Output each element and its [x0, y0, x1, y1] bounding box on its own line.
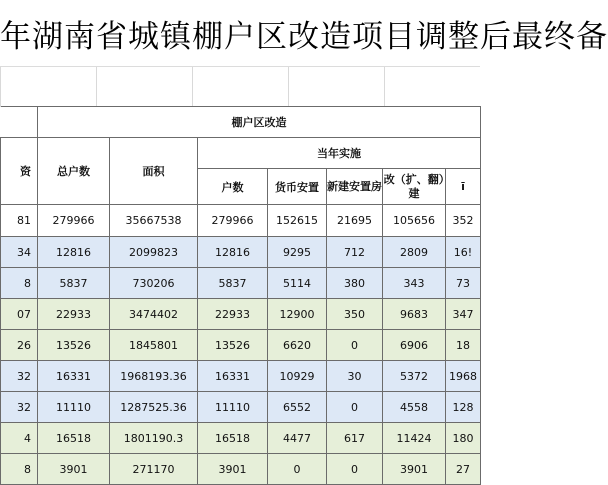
table-cell: 30	[327, 361, 383, 392]
table-cell: 8	[1, 454, 38, 485]
table-cell: 5837	[198, 268, 268, 299]
table-cell: 32	[1, 392, 38, 423]
table-cell: 16331	[38, 361, 110, 392]
table-cell: 26	[1, 330, 38, 361]
table-cell: 6620	[268, 330, 327, 361]
table-cell: 350	[327, 299, 383, 330]
table-cell: 712	[327, 237, 383, 268]
table-cell: 3474402	[110, 299, 198, 330]
group-header: 棚户区改造	[38, 107, 481, 138]
table-cell: 180	[446, 423, 481, 454]
subgroup-header: 当年实施	[198, 138, 481, 169]
table-cell: 22933	[38, 299, 110, 330]
table-cell: 5837	[38, 268, 110, 299]
table-cell: 3901	[383, 454, 446, 485]
table-cell: 4558	[383, 392, 446, 423]
table-cell: 32	[1, 361, 38, 392]
table-cell: 07	[1, 299, 38, 330]
spreadsheet-gridlines	[0, 66, 480, 107]
table-cell: 152615	[268, 205, 327, 237]
col-header-area: 面积	[110, 138, 198, 205]
table-cell: 73	[446, 268, 481, 299]
col-header-cut: ī	[446, 169, 481, 205]
table-cell: 6552	[268, 392, 327, 423]
col-header-renovation: 改（扩、翻）建	[383, 169, 446, 205]
table-cell: 1968	[446, 361, 481, 392]
table-cell: 279966	[38, 205, 110, 237]
table-cell: 2809	[383, 237, 446, 268]
table-cell: 11110	[38, 392, 110, 423]
data-table	[0, 106, 481, 485]
table-cell: 0	[327, 330, 383, 361]
table-cell: 16331	[198, 361, 268, 392]
table-cell: 2099823	[110, 237, 198, 268]
table-cell: 21695	[327, 205, 383, 237]
table-cell: 5372	[383, 361, 446, 392]
table-cell: 8	[1, 268, 38, 299]
table-cell: 16518	[198, 423, 268, 454]
table-cell: 105656	[383, 205, 446, 237]
table-cell: 6906	[383, 330, 446, 361]
table-row	[1, 330, 481, 361]
document-title: 年湖南省城镇棚户区改造项目调整后最终备	[0, 18, 608, 55]
table-row	[1, 423, 481, 454]
col-header-total-households: 总户数	[38, 138, 110, 205]
table-cell: 347	[446, 299, 481, 330]
table-cell: 34	[1, 237, 38, 268]
table-cell: 128	[446, 392, 481, 423]
table-cell: 3901	[38, 454, 110, 485]
table-cell: 1968193.36	[110, 361, 198, 392]
table-cell: 13526	[38, 330, 110, 361]
table-cell: 9295	[268, 237, 327, 268]
table-cell: 1845801	[110, 330, 198, 361]
table-cell: 617	[327, 423, 383, 454]
table-cell: 81	[1, 205, 38, 237]
table-cell: 27	[446, 454, 481, 485]
table-row	[1, 237, 481, 268]
table-cell: 0	[327, 454, 383, 485]
table-row	[1, 454, 481, 485]
table-cell: 22933	[198, 299, 268, 330]
table-cell: 11110	[198, 392, 268, 423]
table-cell: 343	[383, 268, 446, 299]
table-cell: 16!	[446, 237, 481, 268]
table-row	[1, 205, 481, 237]
table-cell: 12816	[198, 237, 268, 268]
table-cell: 271170	[110, 454, 198, 485]
table-cell: 0	[268, 454, 327, 485]
table-cell: 9683	[383, 299, 446, 330]
table-row	[1, 299, 481, 330]
table-cell: 35667538	[110, 205, 198, 237]
table-row	[1, 268, 481, 299]
table-cell: 16518	[38, 423, 110, 454]
table-cell: 1287525.36	[110, 392, 198, 423]
table-row	[1, 392, 481, 423]
table-cell: 4477	[268, 423, 327, 454]
table-cell: 5114	[268, 268, 327, 299]
table-cell: 11424	[383, 423, 446, 454]
table-cell: 352	[446, 205, 481, 237]
table-cell: 18	[446, 330, 481, 361]
col-header-households: 户数	[198, 169, 268, 205]
table-cell: 380	[327, 268, 383, 299]
table-row	[1, 361, 481, 392]
col-header-new-build: 新建安置房	[327, 169, 383, 205]
table-cell: 1801190.3	[110, 423, 198, 454]
table-cell: 10929	[268, 361, 327, 392]
table-cell: 0	[327, 392, 383, 423]
table-cell: 12900	[268, 299, 327, 330]
col-header-monetary: 货币安置	[268, 169, 327, 205]
table-cell: 730206	[110, 268, 198, 299]
col-header-truncated: 资	[1, 138, 38, 205]
table-cell: 3901	[198, 454, 268, 485]
table-cell: 4	[1, 423, 38, 454]
table-cell: 12816	[38, 237, 110, 268]
table-cell: 279966	[198, 205, 268, 237]
table-cell: 13526	[198, 330, 268, 361]
